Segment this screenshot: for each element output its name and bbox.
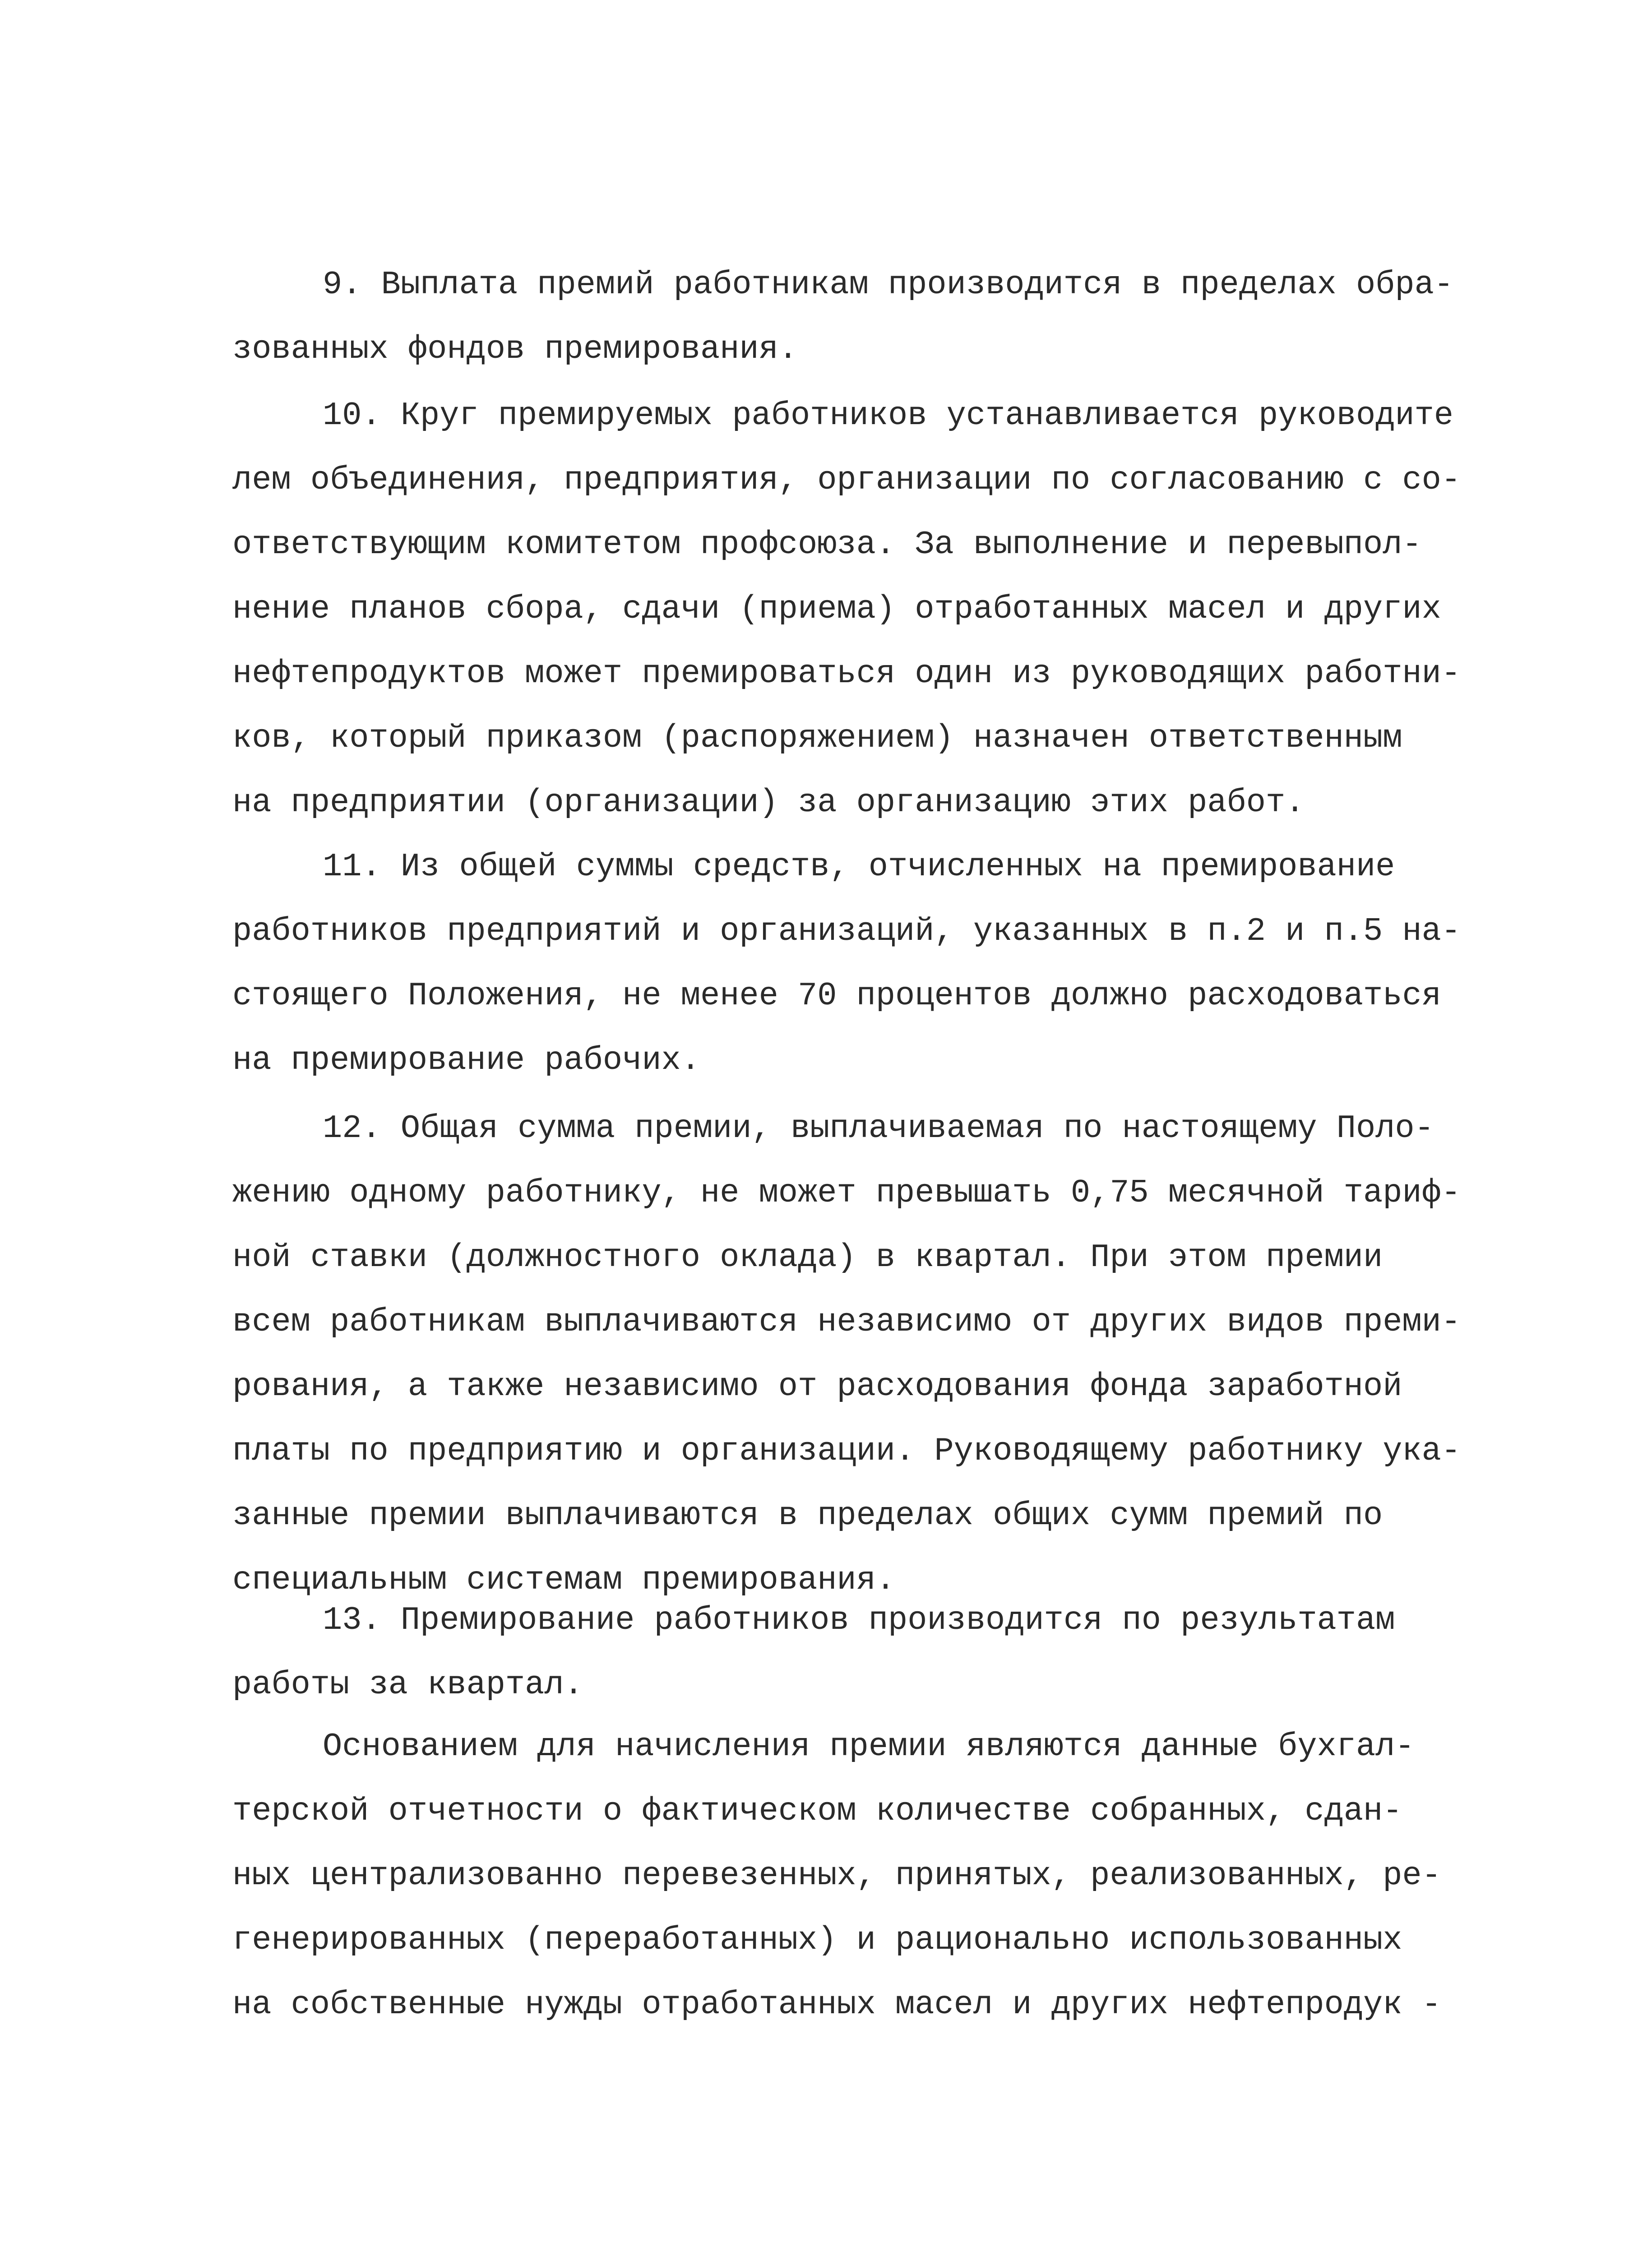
text-line: генерированных (переработанных) и рационально использованных bbox=[232, 1922, 1402, 1959]
text-line: нефтепродуктов может премироваться один из руководящих работни- bbox=[232, 655, 1461, 692]
text-line: 10. Круг премируемых работников устанавливается руководите bbox=[323, 397, 1454, 434]
text-line: лем объединения, предприятия, организации по согласованию с со- bbox=[232, 462, 1461, 499]
text-line: Основанием для начисления премии являются данные бухгал- bbox=[323, 1728, 1415, 1765]
text-line: занные премии выплачиваются в пределах общих сумм премий по bbox=[232, 1497, 1383, 1534]
text-line: ной ставки (должностного оклада) в квартал. При этом премии bbox=[232, 1239, 1383, 1276]
text-line: зованных фондов премирования. bbox=[232, 331, 798, 368]
text-line: 9. Выплата премий работникам производится в пределах обра- bbox=[323, 266, 1454, 303]
text-line: жению одному работнику, не может превышать 0,75 месячной тариф- bbox=[232, 1174, 1461, 1211]
paragraph-11 bbox=[232, 835, 1461, 1093]
paragraph-13 bbox=[232, 1588, 1451, 1717]
text-line: 12. Общая сумма премии, выплачиваемая по настоящему Поло- bbox=[323, 1110, 1434, 1147]
text-line: ков, который приказом (распоряжением) назначен ответственным bbox=[232, 720, 1402, 757]
paragraph-basis bbox=[232, 1715, 1451, 2037]
text-line: терской отчетности о фактическом количестве собранных, сдан- bbox=[232, 1793, 1402, 1830]
text-line: ных централизованно перевезенных, принятых, реализованных, ре- bbox=[232, 1857, 1441, 1894]
text-line: 11. Из общей суммы средств, отчисленных на премирование bbox=[323, 848, 1395, 885]
text-line: 13. Премирование работников производится по результатам bbox=[323, 1602, 1395, 1639]
text-line: работников предприятий и организаций, указанных в п.2 и п.5 на- bbox=[232, 913, 1461, 950]
paragraph-10 bbox=[232, 384, 1461, 835]
text-line: стоящего Положения, не менее 70 процентов должно расходоваться bbox=[232, 977, 1441, 1014]
text-line: платы по предприятию и организации. Руководящему работнику ука- bbox=[232, 1433, 1461, 1470]
text-line: на предприятии (организации) за организацию этих работ. bbox=[232, 784, 1305, 821]
text-line: нение планов сбора, сдачи (приема) отработанных масел и других bbox=[232, 591, 1441, 628]
text-line: рования, а также независимо от расходования фонда заработной bbox=[232, 1368, 1402, 1405]
paragraph-12 bbox=[232, 1096, 1461, 1613]
paragraph-9 bbox=[232, 253, 1454, 382]
text-line: всем работникам выплачиваются независимо от других видов преми- bbox=[232, 1304, 1461, 1341]
text-line: работы за квартал. bbox=[232, 1666, 583, 1703]
text-line: на собственные нужды отработанных масел и других нефтепродук - bbox=[232, 1986, 1441, 2023]
text-line: ответствующим комитетом профсоюза. За выполнение и перевыпол- bbox=[232, 526, 1422, 563]
text-line: на премирование рабочих. bbox=[232, 1042, 700, 1079]
text-line: специальным системам премирования. bbox=[232, 1562, 896, 1599]
